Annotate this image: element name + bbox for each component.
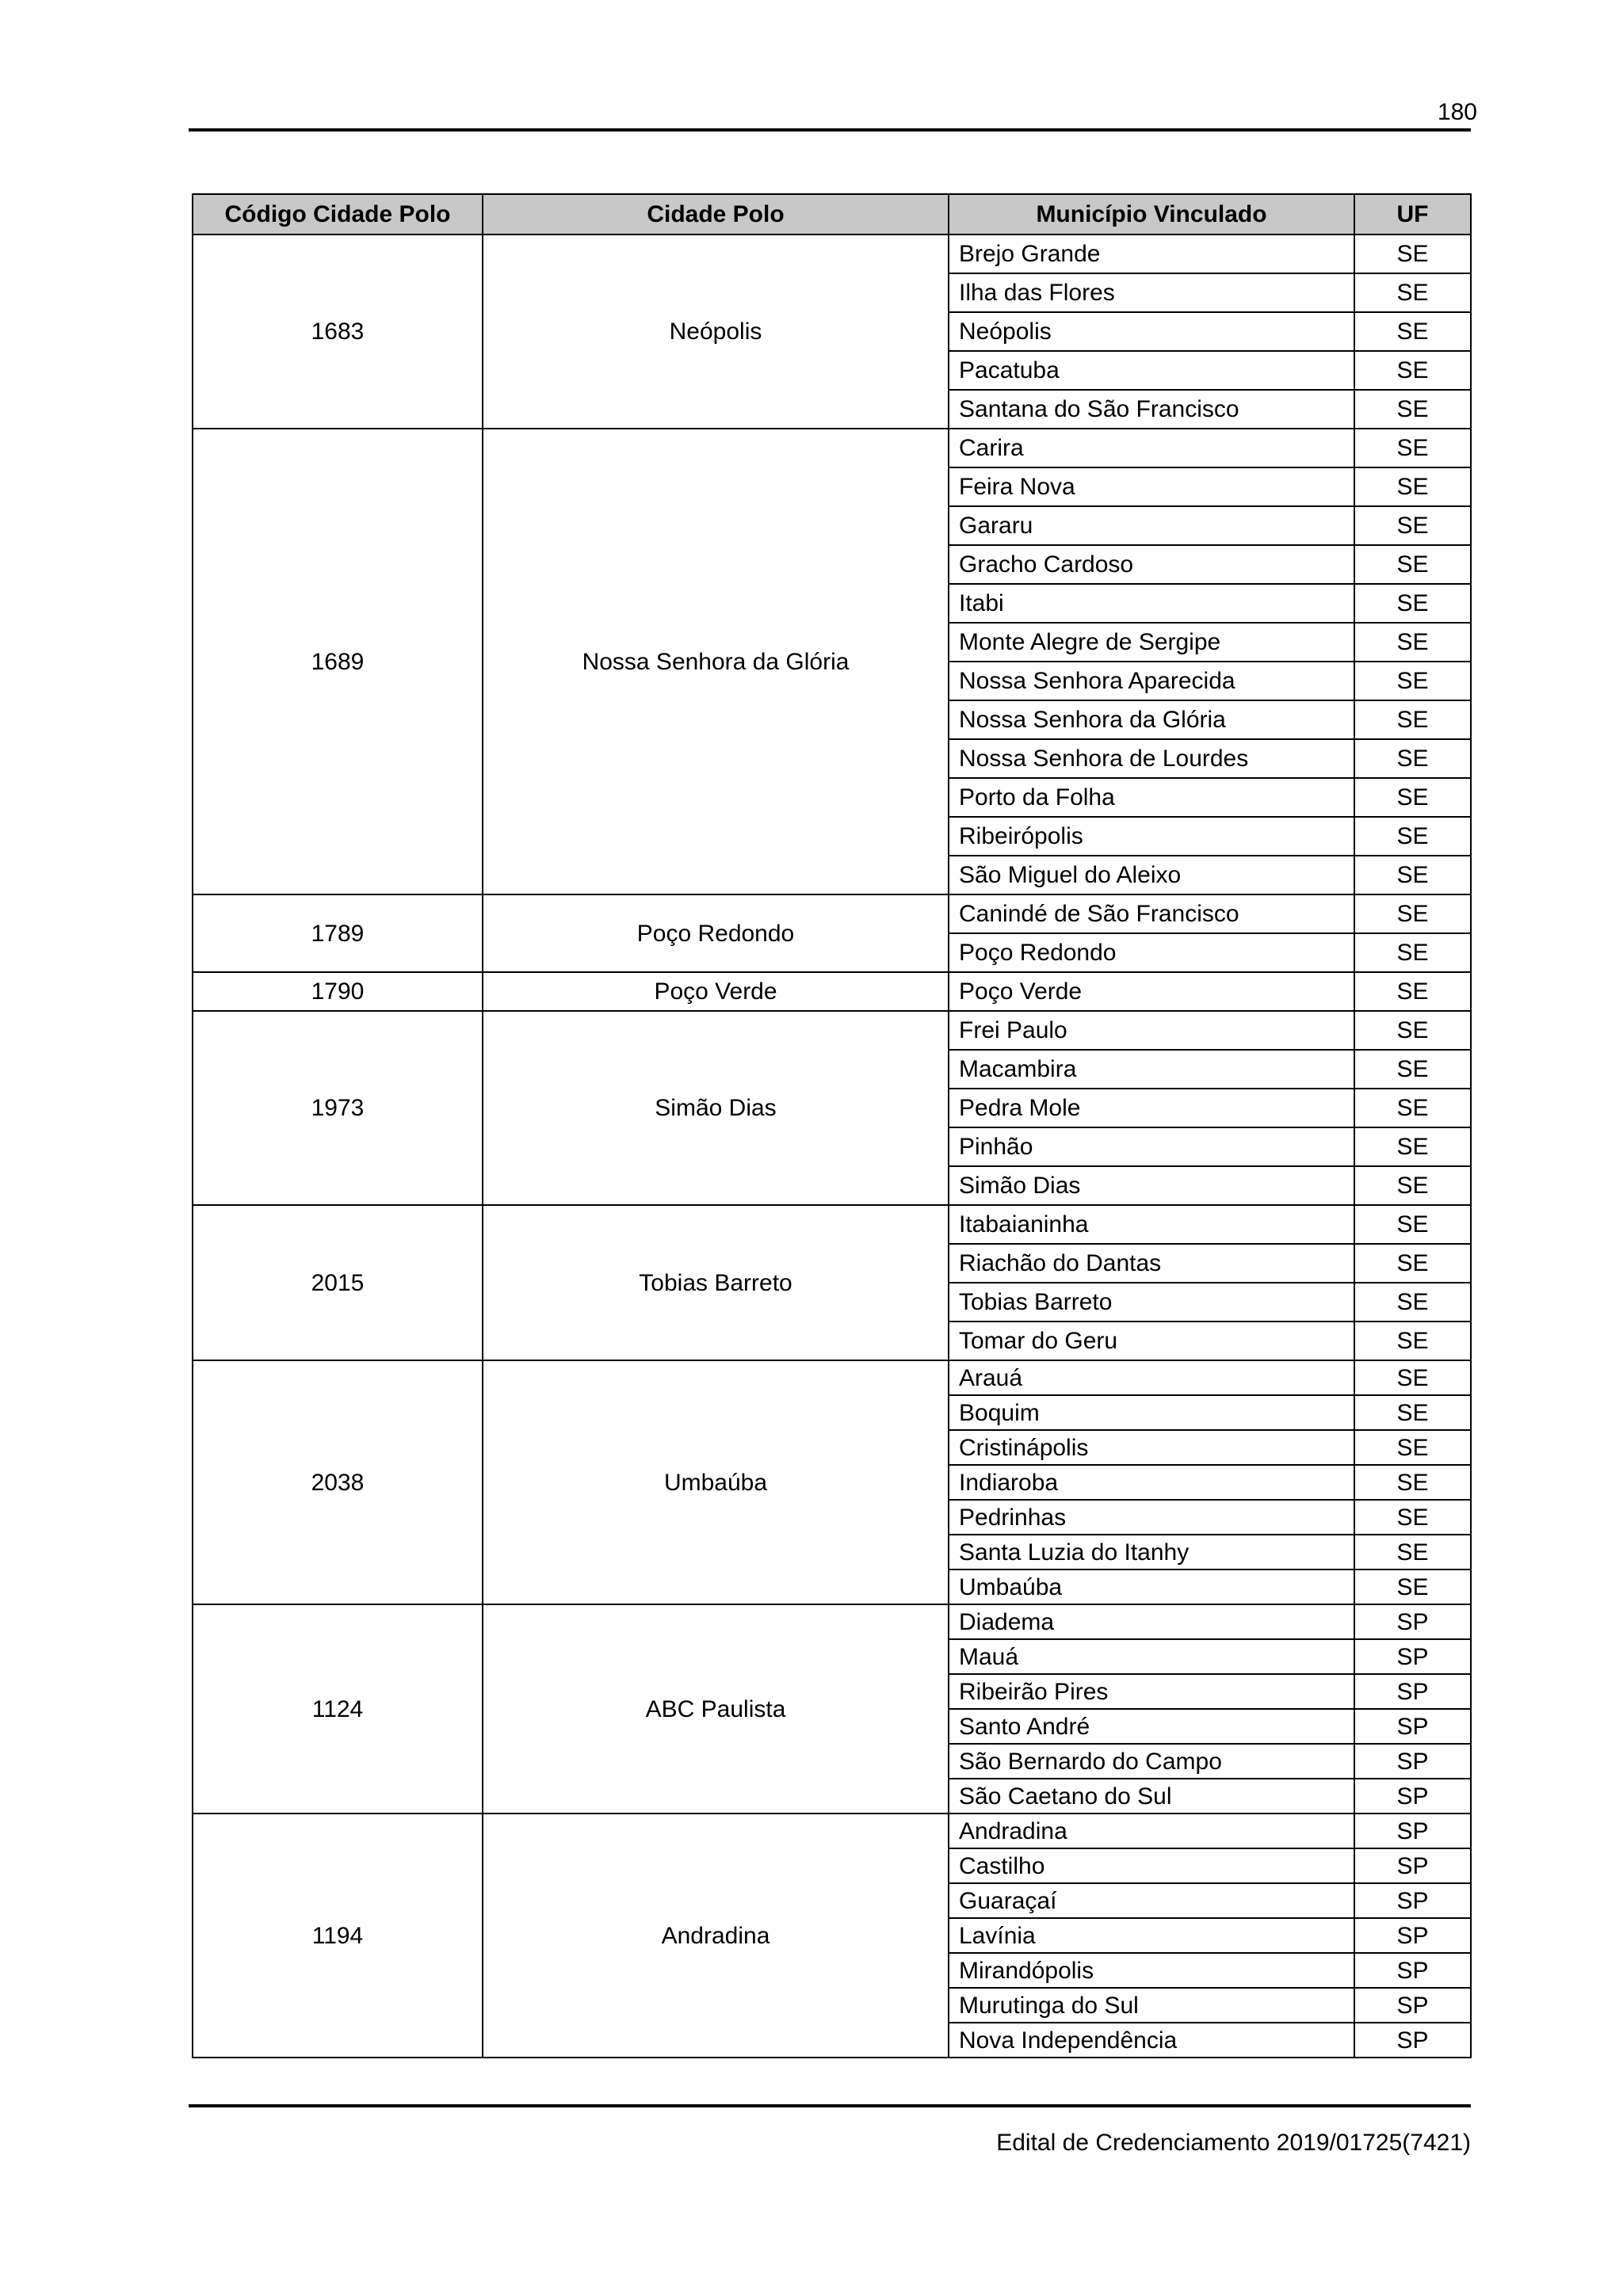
uf-cell: SE: [1354, 1395, 1471, 1430]
municipio-cell: Pinhão: [949, 1127, 1354, 1166]
uf-cell: SP: [1354, 1953, 1471, 1988]
municipio-cell: São Bernardo do Campo: [949, 1744, 1354, 1779]
uf-cell: SP: [1354, 1883, 1471, 1918]
municipio-cell: Mirandópolis: [949, 1953, 1354, 1988]
uf-cell: SE: [1354, 856, 1471, 894]
uf-cell: SP: [1354, 1988, 1471, 2023]
municipio-cell: Poço Verde: [949, 972, 1354, 1011]
municipio-cell: Canindé de São Francisco: [949, 894, 1354, 933]
uf-cell: SE: [1354, 1166, 1471, 1205]
uf-cell: SE: [1354, 1011, 1471, 1050]
municipio-cell: Itabaianinha: [949, 1205, 1354, 1244]
table-body: [193, 235, 1471, 2058]
municipio-cell: Indiaroba: [949, 1465, 1354, 1500]
polo-code-cell: 1790: [193, 972, 483, 1011]
uf-cell: SE: [1354, 972, 1471, 1011]
uf-cell: SP: [1354, 1744, 1471, 1779]
uf-cell: SE: [1354, 817, 1471, 856]
table-row: [193, 1360, 1471, 1395]
uf-cell: SE: [1354, 894, 1471, 933]
municipio-cell: Gracho Cardoso: [949, 545, 1354, 584]
uf-cell: SP: [1354, 1709, 1471, 1744]
municipio-cell: Murutinga do Sul: [949, 1988, 1354, 2023]
table-row: [193, 972, 1471, 1011]
polo-city-cell: Andradina: [483, 1814, 949, 2058]
municipio-cell: Itabi: [949, 584, 1354, 623]
uf-cell: SE: [1354, 545, 1471, 584]
municipio-cell: Diadema: [949, 1604, 1354, 1639]
municipio-cell: Pedra Mole: [949, 1089, 1354, 1127]
polo-code-cell: 1973: [193, 1011, 483, 1205]
table-row: [193, 429, 1471, 467]
uf-cell: SE: [1354, 312, 1471, 351]
uf-cell: SP: [1354, 1604, 1471, 1639]
municipio-cell: Carira: [949, 429, 1354, 467]
table-row: [193, 894, 1471, 933]
municipio-cell: Feira Nova: [949, 467, 1354, 506]
municipio-cell: Cristinápolis: [949, 1430, 1354, 1465]
uf-cell: SE: [1354, 739, 1471, 778]
header-codigo-cidade-polo: Código Cidade Polo: [193, 194, 483, 235]
municipio-cell: Porto da Folha: [949, 778, 1354, 817]
uf-cell: SP: [1354, 1674, 1471, 1709]
municipio-cell: Nossa Senhora Aparecida: [949, 662, 1354, 700]
municipio-cell: Neópolis: [949, 312, 1354, 351]
municipio-cell: São Miguel do Aleixo: [949, 856, 1354, 894]
uf-cell: SE: [1354, 235, 1471, 273]
table-header-row: [193, 194, 1471, 235]
uf-cell: SP: [1354, 2023, 1471, 2058]
uf-cell: SE: [1354, 1283, 1471, 1322]
municipio-cell: Umbaúba: [949, 1569, 1354, 1604]
uf-cell: SE: [1354, 623, 1471, 662]
polo-code-cell: 1689: [193, 429, 483, 894]
polo-code-cell: 1789: [193, 894, 483, 972]
polo-code-cell: 2015: [193, 1205, 483, 1360]
uf-cell: SE: [1354, 778, 1471, 817]
table-row: [193, 1814, 1471, 1848]
uf-cell: SE: [1354, 390, 1471, 429]
header-rule: [189, 128, 1471, 132]
uf-cell: SE: [1354, 700, 1471, 739]
uf-cell: SP: [1354, 1918, 1471, 1953]
municipio-cell: Tobias Barreto: [949, 1283, 1354, 1322]
municipio-cell: Arauá: [949, 1360, 1354, 1395]
uf-cell: SE: [1354, 351, 1471, 390]
uf-cell: SE: [1354, 1322, 1471, 1360]
uf-cell: SE: [1354, 1127, 1471, 1166]
uf-cell: SE: [1354, 584, 1471, 623]
municipio-cell: Santana do São Francisco: [949, 390, 1354, 429]
uf-cell: SE: [1354, 662, 1471, 700]
uf-cell: SP: [1354, 1814, 1471, 1848]
municipio-cell: Nossa Senhora de Lourdes: [949, 739, 1354, 778]
uf-cell: SE: [1354, 467, 1471, 506]
polo-city-cell: Poço Verde: [483, 972, 949, 1011]
polo-code-cell: 1124: [193, 1604, 483, 1814]
polo-city-cell: Poço Redondo: [483, 894, 949, 972]
polo-city-cell: Simão Dias: [483, 1011, 949, 1205]
table-row: [193, 1205, 1471, 1244]
municipio-cell: Frei Paulo: [949, 1011, 1354, 1050]
municipio-cell: Gararu: [949, 506, 1354, 545]
municipio-cell: Santa Luzia do Itanhy: [949, 1535, 1354, 1569]
municipio-cell: Guaraçaí: [949, 1883, 1354, 1918]
table-row: [193, 235, 1471, 273]
footer-text: Edital de Credenciamento 2019/01725(7421): [996, 2130, 1471, 2156]
header-uf: UF: [1354, 194, 1471, 235]
uf-cell: SE: [1354, 429, 1471, 467]
uf-cell: SE: [1354, 1569, 1471, 1604]
polo-city-cell: Tobias Barreto: [483, 1205, 949, 1360]
uf-cell: SP: [1354, 1639, 1471, 1674]
header-municipio-vinculado: Município Vinculado: [949, 194, 1354, 235]
municipio-cell: Nova Independência: [949, 2023, 1354, 2058]
polo-city-cell: ABC Paulista: [483, 1604, 949, 1814]
polo-cities-table: [192, 193, 1472, 2058]
municipio-cell: Andradina: [949, 1814, 1354, 1848]
footer-rule: [189, 2104, 1471, 2107]
uf-cell: SE: [1354, 1465, 1471, 1500]
municipio-cell: Boquim: [949, 1395, 1354, 1430]
municipio-cell: Pedrinhas: [949, 1500, 1354, 1535]
municipio-cell: Ribeirão Pires: [949, 1674, 1354, 1709]
municipio-cell: Ribeirópolis: [949, 817, 1354, 856]
municipio-cell: Monte Alegre de Sergipe: [949, 623, 1354, 662]
uf-cell: SE: [1354, 273, 1471, 312]
municipio-cell: Mauá: [949, 1639, 1354, 1674]
polo-city-cell: Umbaúba: [483, 1360, 949, 1604]
municipio-cell: Macambira: [949, 1050, 1354, 1089]
table-row: [193, 1604, 1471, 1639]
polo-city-cell: Nossa Senhora da Glória: [483, 429, 949, 894]
polo-code-cell: 1683: [193, 235, 483, 429]
uf-cell: SE: [1354, 1244, 1471, 1283]
uf-cell: SE: [1354, 506, 1471, 545]
municipio-cell: São Caetano do Sul: [949, 1779, 1354, 1814]
header-cidade-polo: Cidade Polo: [483, 194, 949, 235]
uf-cell: SE: [1354, 1430, 1471, 1465]
page-number: 180: [1437, 99, 1477, 125]
table-row: [193, 1011, 1471, 1050]
municipio-cell: Ilha das Flores: [949, 273, 1354, 312]
uf-cell: SE: [1354, 1089, 1471, 1127]
uf-cell: SP: [1354, 1779, 1471, 1814]
municipio-cell: Tomar do Geru: [949, 1322, 1354, 1360]
municipio-cell: Simão Dias: [949, 1166, 1354, 1205]
uf-cell: SE: [1354, 1050, 1471, 1089]
municipio-cell: Brejo Grande: [949, 235, 1354, 273]
uf-cell: SE: [1354, 1360, 1471, 1395]
municipio-cell: Castilho: [949, 1848, 1354, 1883]
polo-code-cell: 2038: [193, 1360, 483, 1604]
municipio-cell: Riachão do Dantas: [949, 1244, 1354, 1283]
uf-cell: SE: [1354, 1500, 1471, 1535]
uf-cell: SE: [1354, 1205, 1471, 1244]
polo-city-cell: Neópolis: [483, 235, 949, 429]
uf-cell: SE: [1354, 933, 1471, 972]
uf-cell: SE: [1354, 1535, 1471, 1569]
uf-cell: SP: [1354, 1848, 1471, 1883]
municipio-cell: Santo André: [949, 1709, 1354, 1744]
municipio-cell: Nossa Senhora da Glória: [949, 700, 1354, 739]
polo-code-cell: 1194: [193, 1814, 483, 2058]
municipio-cell: Lavínia: [949, 1918, 1354, 1953]
municipio-cell: Pacatuba: [949, 351, 1354, 390]
municipio-cell: Poço Redondo: [949, 933, 1354, 972]
